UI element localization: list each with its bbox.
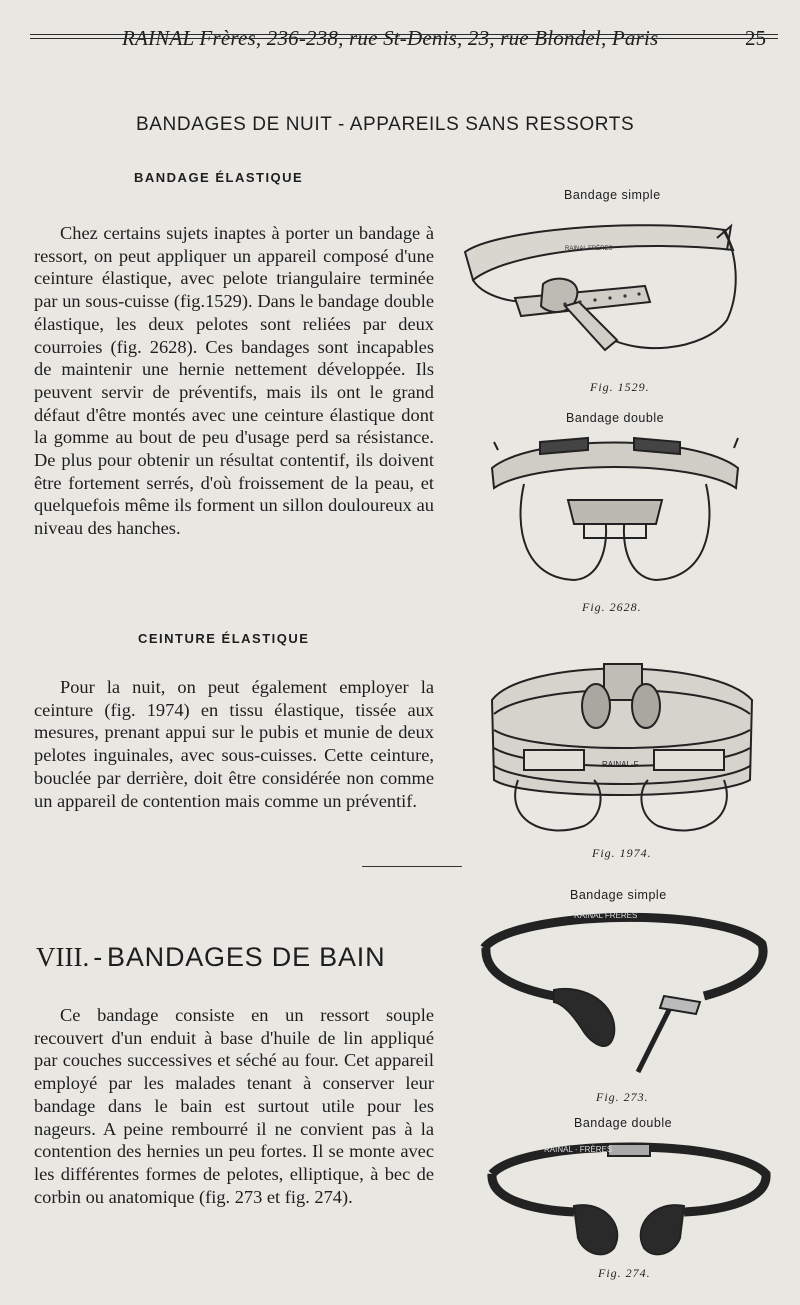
belt-truss-double-illustration-icon (484, 428, 746, 590)
header-rule (30, 34, 778, 35)
elastic-belt-illustration-icon (484, 650, 759, 840)
chapter-title (36, 942, 385, 973)
figure-label-bandage-simple: Bandage simple (564, 188, 661, 202)
subsection-heading-bandage-elastique: BANDAGE ÉLASTIQUE (134, 170, 304, 185)
running-header (0, 22, 800, 58)
figure-label-bath-simple: Bandage simple (570, 888, 667, 902)
paragraph-ceinture-elastique: Pour la nuit, on peut également employer la ceinture (fig. 1974) en tissu élastique, tissée aux mesures, prenant appui sur le pubis et munie de deux pelotes inguinales, avec sous-cuisses. Cette ceinture, bouclée par derrière, doit être considérée non comme un appareil de contention mais comme un préventif. (34, 677, 434, 811)
svg-text:RAINAL FRÈRES: RAINAL FRÈRES (574, 911, 638, 920)
header-rule-double (30, 38, 778, 39)
svg-text:RAINAL FRÈRES: RAINAL FRÈRES (565, 246, 613, 252)
running-title: RAINAL Frères, 236-238, rue St-Denis, 23, rue Blondel, Paris (122, 26, 659, 50)
paragraph-bandages-de-bain: Ce bandage consiste en un ressort souple recouvert d'un enduit à base d'huile de lin appliqué par couches successives et séché au four. Cet appareil employé par les malades tenant à conserver leur bandage dans le bain est surtout utile pour les nageurs. A peine rembourré il ne convient pas à la contention des hernies un peu fortes. Il se monte avec les différentes formes de pelotes, elliptique, à bec de corbin ou anatomique (fig. 273 et fig. 274). (34, 1005, 434, 1207)
chapter-heading: BANDAGES DE BAIN (107, 942, 386, 972)
chapter-separator: - (93, 942, 104, 972)
svg-text:RAINAL-F: RAINAL-F (602, 760, 639, 769)
figure-label-bath-double: Bandage double (574, 1116, 673, 1130)
section-title: BANDAGES DE NUIT - APPAREILS SANS RESSORTS (136, 114, 635, 135)
chapter-number: VIII. (36, 942, 90, 972)
paragraph-bandage-elastique: Chez certains sujets inaptes à porter un bandage à ressort, on peut appliquer un appareil composé d'une ceinture élastique, avec pelote triangulaire terminée par un sous-cuisse (fig.1529). Dans le bandage double élastique, les deux pelotes sont reliées par deux courroies (fig. 2628). Ces bandages sont incapables de maintenir une hernie nettement développée. Ils peuvent servir de préventifs, mais ils ont le grand défaut d'être montés avec une ceinture élastique dont la gomme au bout de peu d'usage perd sa résistance. De plus pour obtenir un résultat contentif, ils doivent être fortement serrés, d'où froissement de la peau, et quelquefois même ils forment un sillon douloureux au niveau des hanches. (34, 223, 434, 539)
figure-caption-1529: Fig. 1529. (590, 380, 650, 394)
bath-truss-double-illustration-icon (484, 1130, 774, 1262)
figure-caption-2628: Fig. 2628. (582, 600, 642, 614)
figure-caption-273: Fig. 273. (596, 1090, 649, 1104)
separator-rule (362, 866, 462, 867)
svg-text:RAINAL · FRÈRES: RAINAL · FRÈRES (544, 1145, 613, 1154)
page-number: 25 (745, 26, 766, 50)
figure-caption-1974: Fig. 1974. (592, 846, 652, 860)
subsection-heading-ceinture-elastique: CEINTURE ÉLASTIQUE (138, 631, 310, 646)
figure-caption-274: Fig. 274. (598, 1266, 651, 1280)
bath-truss-single-illustration-icon (474, 904, 770, 1084)
belt-truss-single-illustration-icon (455, 210, 750, 375)
figure-label-bandage-double: Bandage double (566, 411, 665, 425)
